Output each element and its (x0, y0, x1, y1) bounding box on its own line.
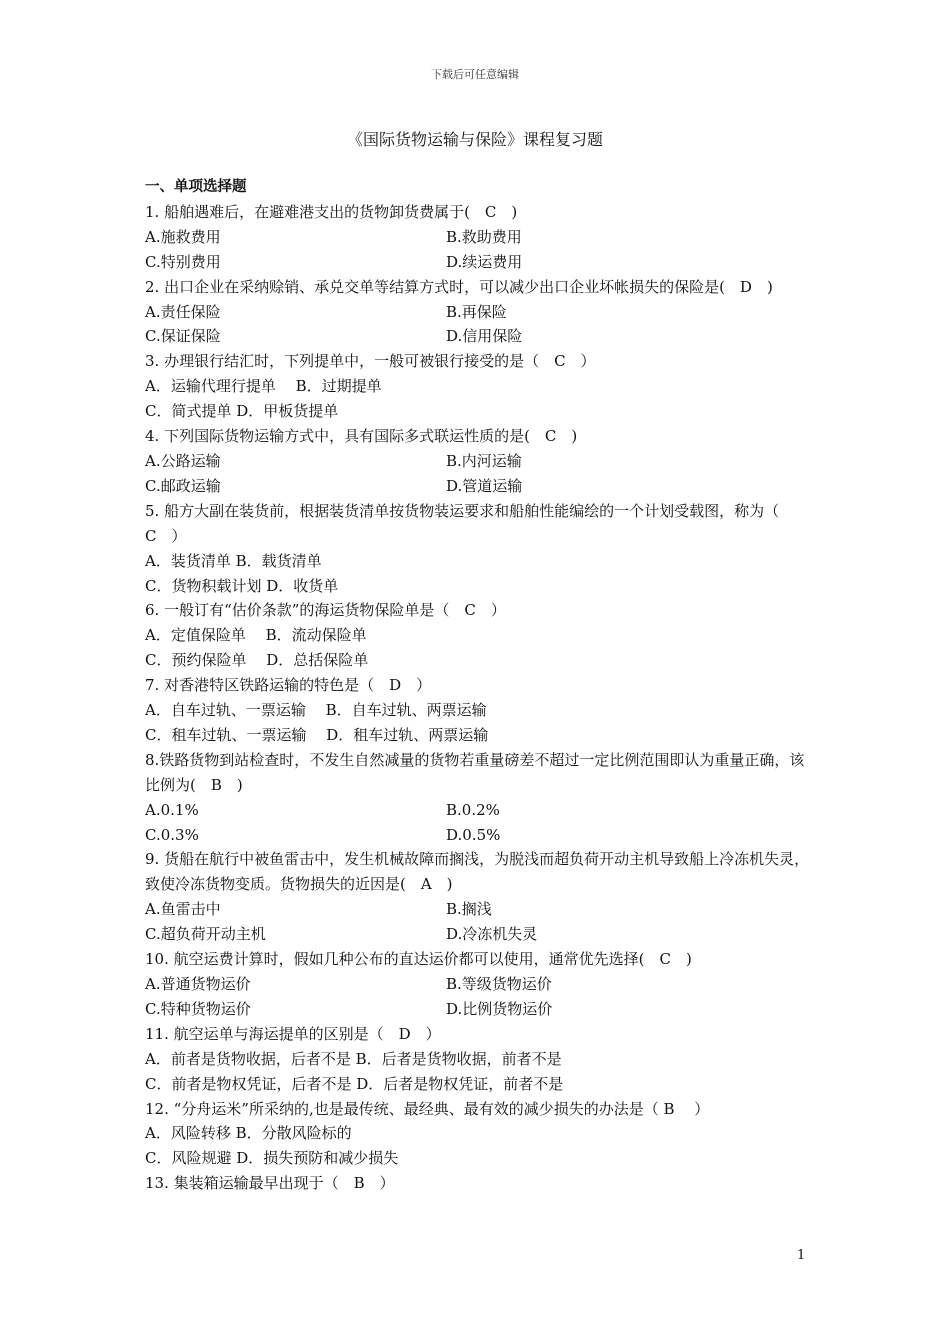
option-row (145, 897, 810, 922)
option-text: C.邮政运输 (145, 476, 221, 495)
option-text: C.超负荷开动主机 (145, 925, 266, 944)
question-text: 3. 办理银行结汇时，下列提单中，一般可被银行接受的是（ C ） (145, 352, 596, 371)
question-list (145, 200, 810, 1196)
option-text: A.公路运输 (145, 451, 221, 470)
option-row (145, 823, 810, 848)
option-row (145, 225, 810, 250)
option-text: C.特种货物运价 (145, 999, 251, 1018)
option-row (145, 922, 810, 947)
option-text: D.信用保险 (446, 327, 523, 346)
option-text: A.责任保险 (145, 302, 221, 321)
question-text: 8.铁路货物到站检查时，不发生自然减量的货物若重量磅差不超过一定比例范围即认为重量正确，该比例为( B ) (145, 750, 805, 794)
option-line: A．运输代理行提单 B．过期提单 (145, 377, 382, 396)
option-text: B.0.2% (446, 800, 500, 819)
document-body (145, 175, 810, 1196)
question-text: 11. 航空运单与海运提单的区别是（ D ） (145, 1024, 441, 1043)
option-line: A．前者是货物收据，后者不是 B．后者是货物收据，前者不是 (145, 1049, 562, 1068)
option-line: A．自车过轨、一票运输 B．自车过轨、两票运输 (145, 701, 487, 720)
option-text: A.鱼雷击中 (145, 900, 221, 919)
option-text: B.内河运输 (446, 451, 522, 470)
option-line: C．预约保险单 D．总括保险单 (145, 651, 369, 670)
option-text: B.救助费用 (446, 227, 522, 246)
option-row (145, 798, 810, 823)
option-row (145, 300, 810, 325)
option-text: A.0.1% (145, 800, 199, 819)
option-line: C．前者是物权凭证，后者不是 D．后者是物权凭证，前者不是 (145, 1074, 564, 1093)
option-line: A．风险转移 B．分散风险标的 (145, 1124, 352, 1143)
option-text: C.特别费用 (145, 252, 221, 271)
question-text: 12. “分舟运米”所采纳的,也是最传统、最经典、最有效的减少损失的办法是（ B ） (145, 1099, 710, 1118)
option-row (145, 449, 810, 474)
question-text: 6. 一般订有“估价条款”的海运货物保险单是（ C ） (145, 601, 506, 620)
option-text: D.比例货物运价 (446, 999, 553, 1018)
question-text: 13. 集装箱运输最早出现于（ B ） (145, 1174, 395, 1193)
option-line: C．货物积载计划 D．收货单 (145, 576, 339, 595)
page-header-note: 下载后可任意编辑 (431, 68, 519, 81)
option-text: A.施救费用 (145, 227, 221, 246)
question-text: 4. 下列国际货物运输方式中，具有国际多式联运性质的是( C ) (145, 427, 578, 446)
question-text: 2. 出口企业在采纳赊销、承兑交单等结算方式时，可以减少出口企业坏帐损失的保险是( D ) (145, 277, 773, 296)
option-line: C．风险规避 D．损失预防和减少损失 (145, 1149, 399, 1168)
option-text: D.续运费用 (446, 252, 523, 271)
section-heading: 一、单项选择题 (145, 179, 247, 195)
option-line: C．租车过轨、一票运输 D．租车过轨、两票运输 (145, 725, 489, 744)
question-text: 5. 船方大副在装货前，根据装货清单按货物装运要求和船舶性能编绘的一个计划受载图，称为（ C ） (145, 501, 795, 545)
option-row (145, 997, 810, 1022)
option-row (145, 250, 810, 275)
option-line: A．装货清单 B．载货清单 (145, 551, 322, 570)
option-row (145, 324, 810, 349)
option-text: B.再保险 (446, 302, 507, 321)
question-text: 10. 航空运费计算时，假如几种公布的直达运价都可以使用，通常优先选择( C ) (145, 950, 692, 969)
option-row (145, 474, 810, 499)
option-line: C．简式提单 D．甲板货提单 (145, 402, 339, 421)
option-text: D.管道运输 (446, 476, 523, 495)
option-line: A．定值保险单 B．流动保险单 (145, 626, 367, 645)
option-text: D.0.5% (446, 825, 501, 844)
option-text: D.冷冻机失灵 (446, 925, 538, 944)
option-row (145, 972, 810, 997)
question-text: 1. 船舶遇难后，在避难港支出的货物卸货费属于( C ) (145, 202, 518, 221)
option-text: C.0.3% (145, 825, 199, 844)
question-text: 7. 对香港特区铁路运输的特色是（ D ） (145, 676, 432, 695)
page-number: 1 (797, 1248, 806, 1263)
option-text: B.搁浅 (446, 900, 492, 919)
option-text: B.等级货物运价 (446, 975, 552, 993)
document-title: 《国际货物运输与保险》课程复习题 (346, 130, 603, 149)
question-text: 9. 货船在航行中被鱼雷击中，发生机械故障而搁浅，为脱浅而超负荷开动主机导致船上冷冻机失灵，致使冷冻货物变质。货物损失的近因是( A ) (145, 850, 810, 894)
option-text: C.保证保险 (145, 327, 221, 346)
option-text: A.普通货物运价 (145, 975, 251, 993)
